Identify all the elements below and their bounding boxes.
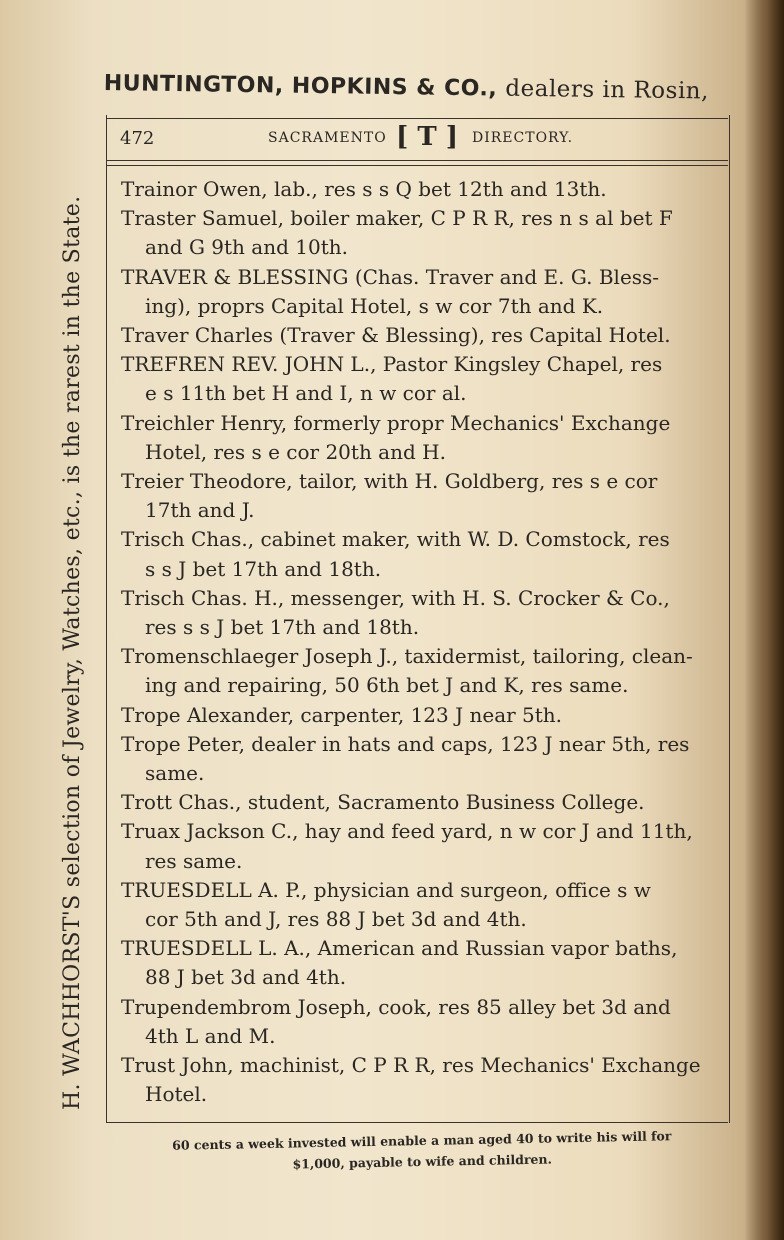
- footer-line: $1,000, payable to wife and children.: [292, 1151, 553, 1172]
- directory-entry: [121, 321, 721, 350]
- directory-entry: [121, 263, 721, 321]
- directory-entry: [121, 730, 721, 788]
- header-directory: DIRECTORY.: [472, 130, 574, 146]
- top-ad-tail: dealers in Rosin,: [505, 75, 710, 105]
- header-rule-thin: [106, 165, 728, 166]
- entry-line: Trisch Chas., cabinet maker, with W. D. Comstock, res: [121, 527, 670, 552]
- directory-entry: [121, 934, 721, 992]
- top-rule: [106, 118, 728, 119]
- entry-continuation: res same.: [145, 848, 243, 873]
- entry-line: Treier Theodore, tailor, with H. Goldberg, res s e cor: [121, 469, 658, 494]
- page-number: 472: [120, 128, 155, 149]
- entry-continuation: Hotel.: [145, 1082, 208, 1107]
- directory-entry: [121, 525, 721, 583]
- header-letter: [ T ]: [396, 122, 459, 152]
- top-ad-firm: HUNTINGTON, HOPKINS & CO.,: [103, 70, 498, 102]
- entry-line: Trainor Owen, lab., res s s Q bet 12th and 13th.: [121, 177, 607, 201]
- entry-continuation: and G 9th and 10th.: [145, 235, 348, 260]
- side-advertisement: H. WACHHORST'S selection of Jewelry, Watches, etc., is the rarest in the State.: [60, 195, 85, 1110]
- entry-line: TRUESDELL L. A., American and Russian vapor baths,: [121, 936, 678, 961]
- directory-entry: [121, 204, 721, 262]
- entry-line: Trott Chas., student, Sacramento Business College.: [121, 790, 645, 815]
- entry-continuation: cor 5th and J, res 88 J bet 3d and 4th.: [145, 907, 527, 932]
- header-city: SACRAMENTO: [268, 130, 387, 146]
- book-spine-shadow: [744, 0, 784, 1240]
- entry-continuation: ing and repairing, 50 6th bet J and K, res same.: [145, 673, 629, 698]
- entry-line: Trope Alexander, carpenter, 123 J near 5th.: [121, 702, 563, 727]
- entry-continuation: 4th L and M.: [145, 1023, 276, 1048]
- directory-entry: [121, 642, 721, 700]
- directory-entry: [121, 788, 721, 817]
- entry-line: Treichler Henry, formerly propr Mechanics' Exchange: [121, 410, 671, 435]
- entry-continuation: e s 11th bet H and I, n w cor al.: [145, 381, 467, 406]
- entry-line: Trope Peter, dealer in hats and caps, 123 J near 5th, res: [121, 731, 690, 756]
- footer-advertisement: [132, 1124, 713, 1177]
- bottom-rule: [106, 1122, 728, 1123]
- entry-line: Truax Jackson C., hay and feed yard, n w cor J and 11th,: [121, 819, 693, 844]
- entry-continuation: ing), proprs Capital Hotel, s w cor 7th and K.: [145, 293, 604, 318]
- directory-entry: [121, 817, 721, 875]
- directory-entry: [121, 175, 721, 204]
- entry-line: Traver Charles (Traver & Blessing), res Capital Hotel.: [121, 323, 671, 348]
- directory-entry: [121, 876, 721, 934]
- directory-entry: [121, 1051, 721, 1109]
- entry-continuation: 88 J bet 3d and 4th.: [145, 965, 347, 990]
- entry-continuation: s s J bet 17th and 18th.: [145, 556, 382, 581]
- directory-entry: [121, 584, 721, 642]
- entry-continuation: Hotel, res s e cor 20th and H.: [145, 439, 446, 464]
- entry-line: Trust John, machinist, C P R R, res Mechanics' Exchange: [121, 1053, 701, 1078]
- entry-continuation: 17th and J.: [145, 498, 255, 523]
- directory-entry: [121, 409, 721, 467]
- entry-continuation: same.: [145, 761, 205, 786]
- top-advertisement: [104, 70, 744, 105]
- entry-line: Trupendembrom Joseph, cook, res 85 alley bet 3d and: [121, 994, 671, 1019]
- entry-line: TREFREN REV. JOHN L., Pastor Kingsley Chapel, res: [121, 352, 663, 377]
- footer-line: 60 cents a week invested will enable a man aged 40 to write his will for: [172, 1128, 672, 1153]
- entry-line: TRAVER & BLESSING (Chas. Traver and E. G. Bless-: [121, 264, 660, 289]
- directory-entry: [121, 350, 721, 408]
- entry-continuation: res s s J bet 17th and 18th.: [145, 615, 420, 640]
- header-rule: [106, 160, 728, 161]
- directory-entries: [121, 175, 721, 1110]
- entry-line: Tromenschlaeger Joseph J., taxidermist, tailoring, clean-: [121, 644, 693, 669]
- directory-entry: [121, 467, 721, 525]
- entry-line: Trisch Chas. H., messenger, with H. S. Crocker & Co.,: [121, 585, 670, 610]
- directory-entry: [121, 993, 721, 1051]
- entry-line: Traster Samuel, boiler maker, C P R R, res n s al bet F: [121, 206, 673, 231]
- entry-line: TRUESDELL A. P., physician and surgeon, office s w: [121, 877, 651, 902]
- running-header: [120, 122, 720, 156]
- directory-entry: [121, 701, 721, 730]
